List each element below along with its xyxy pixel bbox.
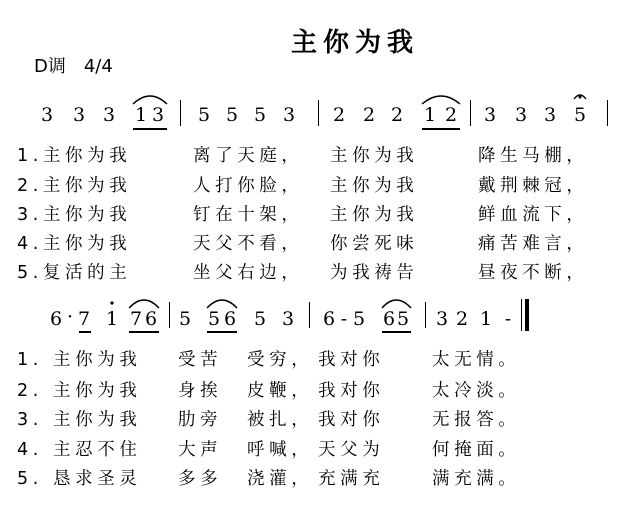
note: 2 bbox=[362, 104, 376, 126]
lyric-verse1-left: 1. 主你为我 bbox=[17, 350, 142, 370]
lyric-verse5-c: 昼夜不断， bbox=[478, 263, 589, 283]
note: 2 bbox=[455, 308, 469, 330]
lyric-verse2-d: 太冷淡。 bbox=[432, 381, 521, 401]
note: 6 bbox=[223, 308, 237, 330]
lyric-verse1-c: 降生马棚， bbox=[478, 146, 589, 166]
note: 6 bbox=[49, 308, 63, 330]
octave-dot bbox=[110, 301, 113, 304]
lyric-verse1-left: 1.主你为我 bbox=[17, 146, 132, 166]
lyric-verse2-b: 皮鞭， bbox=[247, 381, 314, 401]
note: 3 bbox=[102, 104, 116, 126]
lyric-verse1-c: 我对你 bbox=[318, 350, 385, 370]
lyric-verse5-c: 充满充 bbox=[318, 469, 385, 489]
note: 5 bbox=[178, 308, 192, 330]
lyric-verse3-a: 肋旁 bbox=[178, 410, 223, 430]
lyric-verse2-left: 2. 主你为我 bbox=[17, 381, 142, 401]
lyric-verse4-a: 天父不看， bbox=[193, 234, 304, 254]
note: 2 bbox=[390, 104, 404, 126]
lyric-verse1-a: 离了天庭， bbox=[193, 146, 304, 166]
lyric-verse3-d: 无报答。 bbox=[432, 410, 521, 430]
lyric-verse4-left: 4.主你为我 bbox=[17, 234, 132, 254]
note: 2 bbox=[332, 104, 346, 126]
note: 5 bbox=[207, 308, 221, 330]
lyric-verse5-left: 5. 恳求圣灵 bbox=[17, 469, 142, 489]
lyric-verse4-c: 痛苦难言， bbox=[478, 234, 589, 254]
dash: - bbox=[504, 308, 512, 330]
note: 1 bbox=[105, 308, 119, 330]
note: 5 bbox=[197, 104, 211, 126]
note: 5 bbox=[573, 104, 587, 126]
lyric-verse4-a: 大声 bbox=[178, 440, 223, 460]
lyric-verse2-c: 戴荆棘冠， bbox=[478, 176, 589, 196]
lyric-verse5-a: 多多 bbox=[178, 469, 223, 489]
lyric-verse2-c: 我对你 bbox=[318, 381, 385, 401]
lyric-verse2-a: 人打你脸， bbox=[193, 176, 304, 196]
dash: - bbox=[340, 308, 348, 330]
lyric-verse2-a: 身挨 bbox=[178, 381, 223, 401]
lyric-verse3-b: 被扎， bbox=[247, 410, 314, 430]
dot: · bbox=[66, 306, 74, 328]
slur-mark bbox=[382, 300, 411, 308]
note: 3 bbox=[281, 308, 295, 330]
note: 1 bbox=[423, 104, 437, 126]
lyric-verse4-c: 天父为 bbox=[318, 440, 385, 460]
note: 5 bbox=[253, 308, 267, 330]
lyric-verse2-b: 主你为我 bbox=[330, 176, 419, 196]
lyric-verse3-left: 3. 主你为我 bbox=[17, 410, 142, 430]
note: 3 bbox=[72, 104, 86, 126]
slur-mark bbox=[207, 300, 237, 308]
lyric-verse1-a: 受苦 bbox=[178, 350, 223, 370]
lyric-verse1-b: 受穷， bbox=[247, 350, 314, 370]
lyric-verse5-b: 浇灌， bbox=[247, 469, 314, 489]
note: 3 bbox=[435, 308, 449, 330]
note: 3 bbox=[543, 104, 557, 126]
lyric-verse3-a: 钉在十架， bbox=[193, 205, 304, 225]
lyric-verse4-d: 何掩面。 bbox=[432, 440, 521, 460]
lyric-verse4-b: 呼喊， bbox=[247, 440, 314, 460]
slur-mark bbox=[133, 96, 167, 104]
slur-mark bbox=[422, 96, 460, 104]
note: 2 bbox=[444, 104, 458, 126]
note: 7 bbox=[77, 308, 91, 330]
song-title: 主你为我 bbox=[290, 28, 419, 58]
note: 3 bbox=[40, 104, 54, 126]
lyric-verse5-d: 满充满。 bbox=[432, 469, 521, 489]
note: 3 bbox=[514, 104, 528, 126]
lyric-verse5-a: 坐父右边， bbox=[193, 263, 304, 283]
lyric-verse5-b: 为我祷告 bbox=[330, 263, 419, 283]
note: 3 bbox=[151, 104, 165, 126]
note: 5 bbox=[225, 104, 239, 126]
lyric-verse3-left: 3.主你为我 bbox=[17, 205, 132, 225]
note: 6 bbox=[322, 308, 336, 330]
note: 6 bbox=[144, 308, 158, 330]
note: 3 bbox=[483, 104, 497, 126]
note: 5 bbox=[396, 308, 410, 330]
key-signature: D调 4/4 bbox=[34, 56, 113, 77]
lyric-verse3-c: 鲜血流下， bbox=[478, 205, 589, 225]
note: 5 bbox=[253, 104, 267, 126]
lyric-verse1-b: 主你为我 bbox=[330, 146, 419, 166]
lyric-verse3-b: 主你为我 bbox=[330, 205, 419, 225]
lyric-verse5-left: 5.复活的主 bbox=[17, 263, 132, 283]
lyric-verse4-left: 4. 主忍不住 bbox=[17, 440, 142, 460]
note: 1 bbox=[134, 104, 148, 126]
lyric-verse2-left: 2.主你为我 bbox=[17, 176, 132, 196]
note: 1 bbox=[479, 308, 493, 330]
note: 3 bbox=[282, 104, 296, 126]
fermata-dot bbox=[579, 96, 582, 99]
note: 5 bbox=[352, 308, 366, 330]
note: 7 bbox=[129, 308, 143, 330]
slur-mark bbox=[129, 300, 159, 308]
lyric-verse1-d: 太无情。 bbox=[432, 350, 521, 370]
lyric-verse3-c: 我对你 bbox=[318, 410, 385, 430]
lyric-verse4-b: 你尝死味 bbox=[330, 234, 419, 254]
note: 6 bbox=[382, 308, 396, 330]
